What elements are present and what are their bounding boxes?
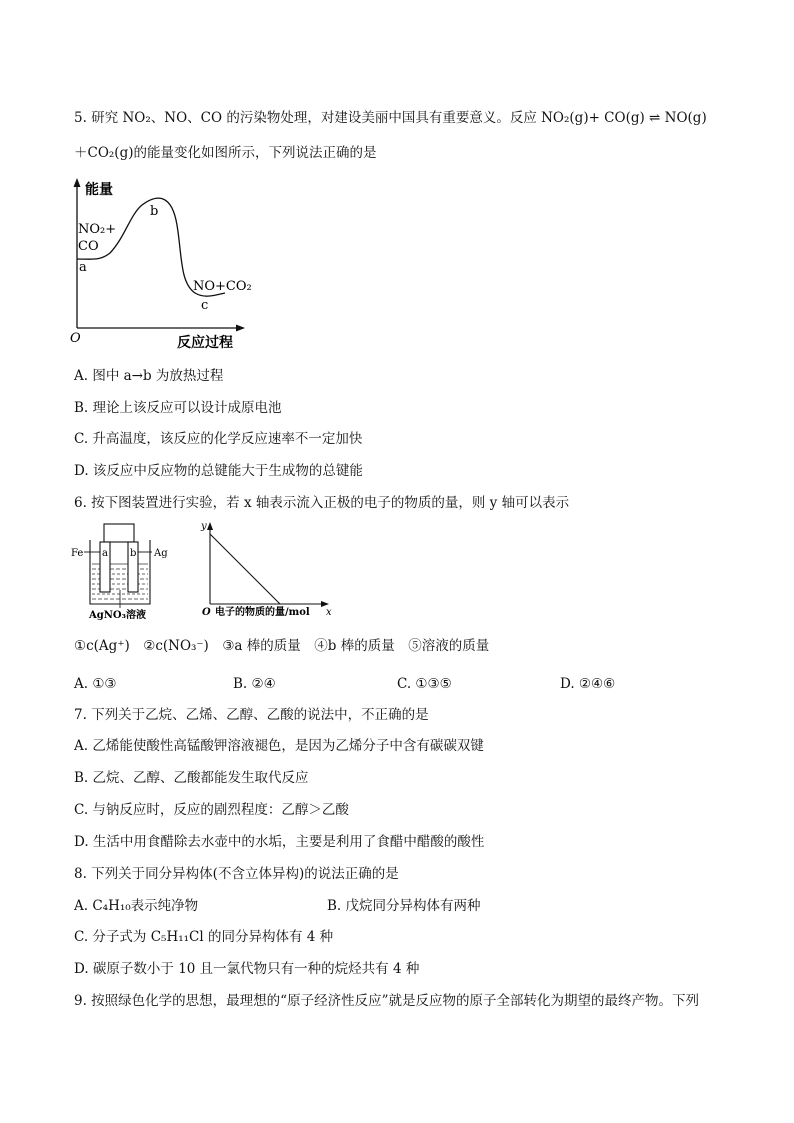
q5-stem-line1: 5. 研究 NO₂、NO、CO 的污染物处理，对建设美丽中国具有重要意义。反应 NO₂(g)+ CO(g) ⇌ NO(g) [74,110,707,126]
q5-y-label: 能量 [85,182,113,198]
q8-stem: 8. 下列关于同分异构体(不含立体异构)的说法正确的是 [74,866,399,882]
q6-right-electrode: Ag [154,548,168,559]
q6-label-a: a [102,548,108,559]
q6-label-b: b [130,548,137,559]
q6-apparatus [70,520,180,624]
q6-graph-line [210,534,280,604]
q7-option-c: C. 与钠反应时，反应的剧烈程度：乙醇＞乙酸 [74,802,349,818]
q6-x-axis-quantity: 电子的物质的量/mol [215,607,310,618]
q6-items: ①c(Ag⁺) ②c(NO₃⁻) ③a 棒的质量 ④b 棒的质量 ⑤溶液的质量 [74,638,490,654]
q7-option-b: B. 乙烷、乙醇、乙酸都能发生取代反应 [74,770,309,786]
q6-left-electrode: Fe [71,548,84,559]
q6-x-axis-label: x [326,607,332,618]
q5-stem-line2: ＋CO₂(g)的能量变化如图所示，下列说法正确的是 [74,145,377,161]
q6-option-c: C. ①③⑤ [397,676,452,692]
q6-option-a: A. ①③ [74,676,117,692]
q5-y-axis-arrow [74,178,81,187]
q8-option-c: C. 分子式为 C₅H₁₁Cl 的同分异构体有 4 种 [74,929,334,945]
q6-option-b: B. ②④ [233,676,276,692]
q7-option-d: D. 生活中用食醋除去水壶中的水垢，主要是利用了食醋中醋酸的酸性 [74,834,485,850]
q6-option-d: D. ②④⑥ [560,676,616,692]
q8-option-d: D. 碳原子数小于 10 且一氯代物只有一种的烷烃共有 4 种 [74,961,420,977]
q5-x-axis-arrow [236,325,245,332]
q6-origin: O [202,607,211,618]
q6-stem: 6. 按下图装置进行实验，若 x 轴表示流入正极的电子的物质的量，则 y 轴可以表示 [74,495,570,511]
q5-point-c: c [201,298,209,313]
q5-option-c: C. 升高温度，该反应的化学反应速率不一定加快 [74,431,363,447]
q5-point-b: b [150,204,159,219]
q5-reactants-label-2: CO [78,239,99,254]
q5-origin: O [70,331,81,346]
q6-solution-label: AgNO₃溶液 [89,610,146,621]
q5-reactants-label-1: NO₂+ [78,222,117,237]
q5-option-a: A. 图中 a→b 为放热过程 [74,368,224,384]
q7-option-a: A. 乙烯能使酸性高锰酸钾溶液褪色，是因为乙烯分子中含有碳碳双键 [74,738,484,754]
q6-wire [104,524,134,542]
q6-graph [198,518,338,618]
q9-stem: 9. 按照绿色化学的思想，最理想的“原子经济性反应”就是反应物的原子全部转化为期望的最终产物。下列 [74,993,699,1009]
q5-option-b: B. 理论上该反应可以设计成原电池 [74,400,282,416]
q5-point-a: a [79,260,87,275]
q8-option-a: A. C₄H₁₀表示纯净物 [74,898,199,914]
q5-option-d: D. 该反应中反应物的总键能大于生成物的总键能 [74,463,363,479]
q7-stem: 7. 下列关于乙烷、乙烯、乙醇、乙酸的说法中，不正确的是 [74,707,429,723]
q5-x-label: 反应过程 [177,335,233,351]
q8-option-b: B. 戊烷同分异构体有两种 [327,898,481,914]
q6-y-axis-label: y [201,521,207,532]
q5-products-label: NO+CO₂ [193,279,252,294]
q5-energy-diagram [70,175,260,355]
